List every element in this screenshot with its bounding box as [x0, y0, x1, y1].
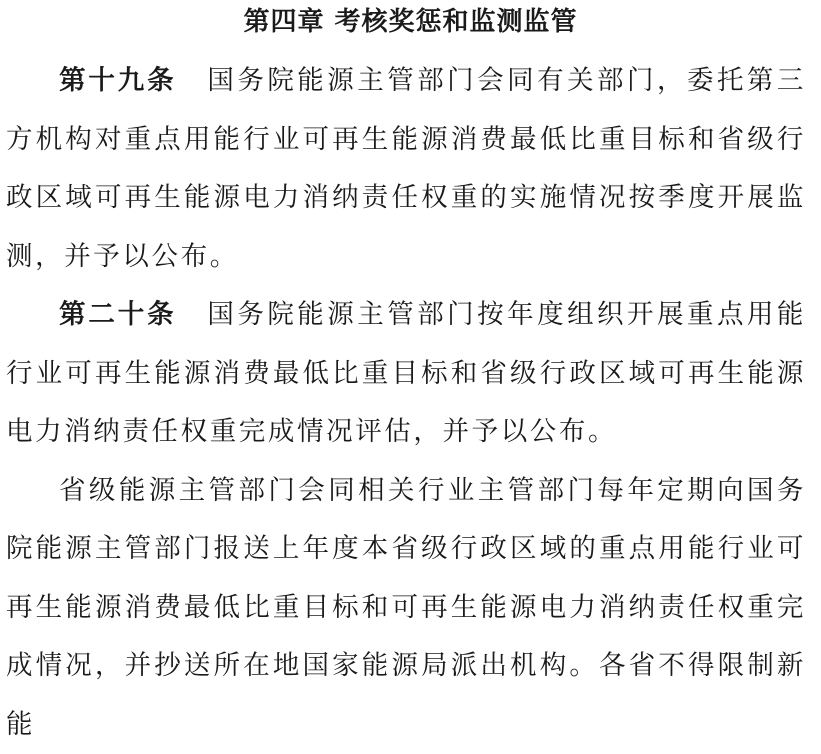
- paragraph: [6, 462, 806, 754]
- article-number: 第十九条: [59, 65, 177, 96]
- article-number: 第二十条: [59, 299, 177, 330]
- article-20: [6, 286, 806, 462]
- article-text: 国务院能源主管部门会同有关部门，委托第三方机构对重点用能行业可再生能源消费最低比重目标和省级行政区域可再生能源电力消纳责任权重的实施情况按季度开展监测，并予以公布。: [6, 65, 806, 272]
- chapter-title: 第四章 考核奖惩和监测监管: [0, 2, 821, 42]
- article-text: 国务院能源主管部门按年度组织开展重点用能行业可再生能源消费最低比重目标和省级行政区域可再生能源电力消纳责任权重完成情况评估，并予以公布。: [6, 299, 806, 447]
- document-body: [6, 52, 806, 754]
- paragraph-text: 省级能源主管部门会同相关行业主管部门每年定期向国务院能源主管部门报送上年度本省级行政区域的重点用能行业可再生能源消费最低比重目标和可再生能源电力消纳责任权重完成情况，并抄送所在地国家能源局派出机构。各省不得限制新能: [6, 475, 806, 740]
- article-19: [6, 52, 806, 286]
